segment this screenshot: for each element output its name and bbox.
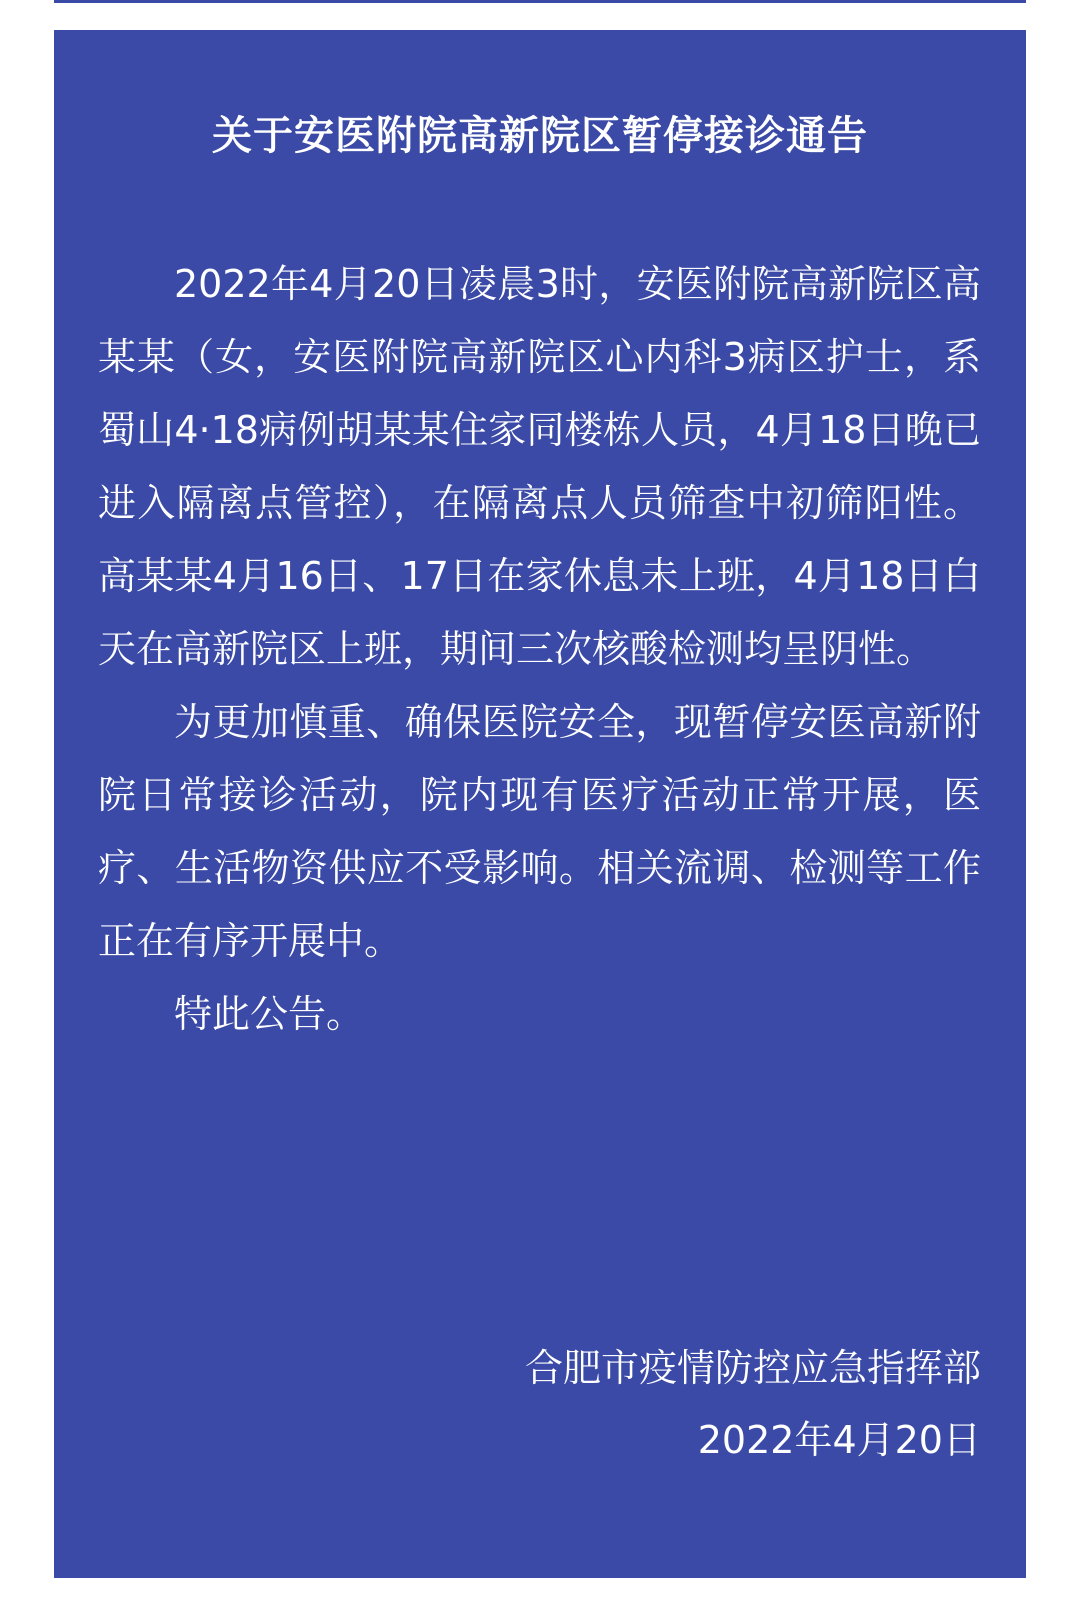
- paragraph-closing: 特此公告。: [174, 992, 365, 1036]
- signature-org: 合肥市疫情防控应急指挥部: [524, 1346, 981, 1390]
- signature-date: 2022年4月20日: [697, 1418, 981, 1462]
- top-strip: [54, 0, 1026, 3]
- notice-title: 关于安医附院高新院区暂停接诊通告: [212, 113, 868, 159]
- notice-body: [98, 248, 981, 1051]
- paragraph-measures: 为更加慎重、确保医院安全，现暂停安医高新附院日常接诊活动，院内现有医疗活动正常开展，医疗、生活物资供应不受影响。相关流调、检测等工作正在有序开展中。: [98, 700, 981, 963]
- notice-panel: [54, 30, 1026, 1578]
- paragraph-incident: 2022年4月20日凌晨3时，安医附院高新院区高某某（女，安医附院高新院区心内科3病区护士，系蜀山4·18病例胡某某住家同楼栋人员，4月18日晚已进入隔离点管控），在隔离点人员筛查中初筛阳性。高某某4月16日、17日在家休息未上班，4月18日白天在高新院区上班，期间三次核酸检测均呈阴性。: [98, 262, 981, 671]
